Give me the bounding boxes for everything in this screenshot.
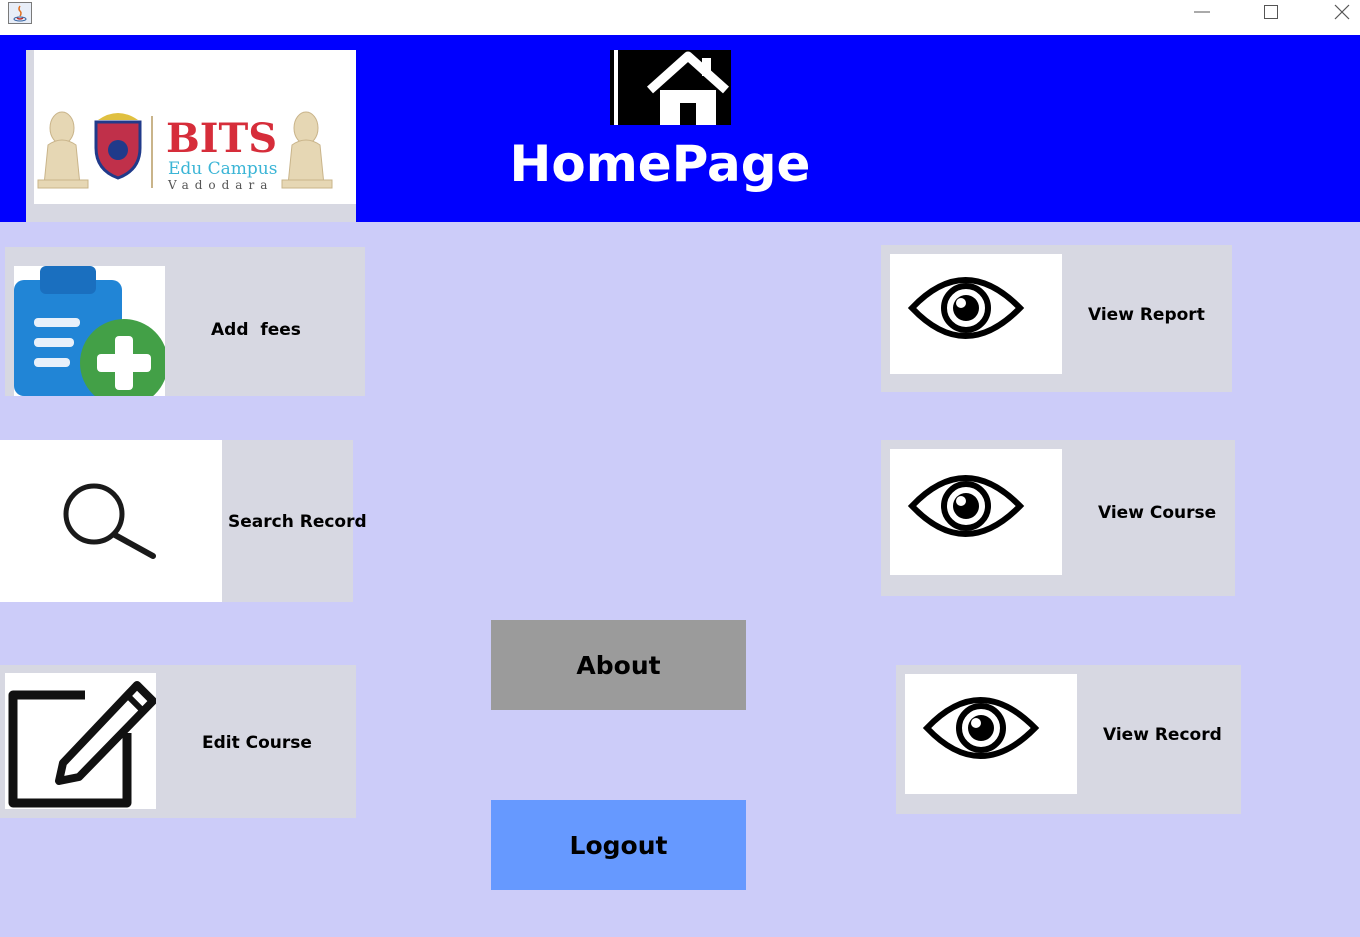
page-title: HomePage	[509, 135, 811, 193]
maximize-icon[interactable]	[1248, 0, 1294, 28]
about-button-label: About	[576, 650, 661, 680]
view-course-button[interactable]	[881, 440, 1235, 596]
view-report-button[interactable]	[881, 245, 1232, 392]
edit-course-button[interactable]	[0, 665, 356, 818]
window-titlebar	[0, 0, 1360, 35]
logo-line1-text: Edu Campus	[168, 159, 278, 179]
minimize-icon[interactable]	[1179, 0, 1225, 28]
search-icon	[0, 440, 222, 602]
about-button[interactable]	[491, 620, 746, 710]
add-document-icon	[14, 266, 165, 396]
eye-icon	[905, 674, 1077, 794]
add-fees-button[interactable]	[5, 247, 365, 396]
eye-icon	[890, 449, 1062, 575]
view-course-label: View Course	[1098, 503, 1217, 523]
bits-logo	[34, 50, 356, 204]
java-app-icon	[8, 2, 32, 24]
logout-button-label: Logout	[569, 830, 668, 860]
add-fees-label: Add fees	[211, 320, 301, 340]
search-record-button[interactable]	[0, 440, 367, 602]
edit-course-label: Edit Course	[202, 733, 312, 753]
view-report-label: View Report	[1088, 305, 1205, 325]
logo-line2-text: Vadodara	[168, 178, 274, 192]
search-record-label: Search Record	[228, 512, 367, 532]
close-icon[interactable]	[1318, 0, 1360, 28]
view-record-button[interactable]	[896, 665, 1241, 814]
home-icon	[610, 50, 731, 125]
logo-brand-text: BITS	[166, 115, 278, 162]
edit-icon	[5, 673, 156, 809]
view-record-label: View Record	[1103, 725, 1222, 745]
logout-button[interactable]	[491, 800, 746, 890]
eye-icon	[890, 254, 1062, 374]
